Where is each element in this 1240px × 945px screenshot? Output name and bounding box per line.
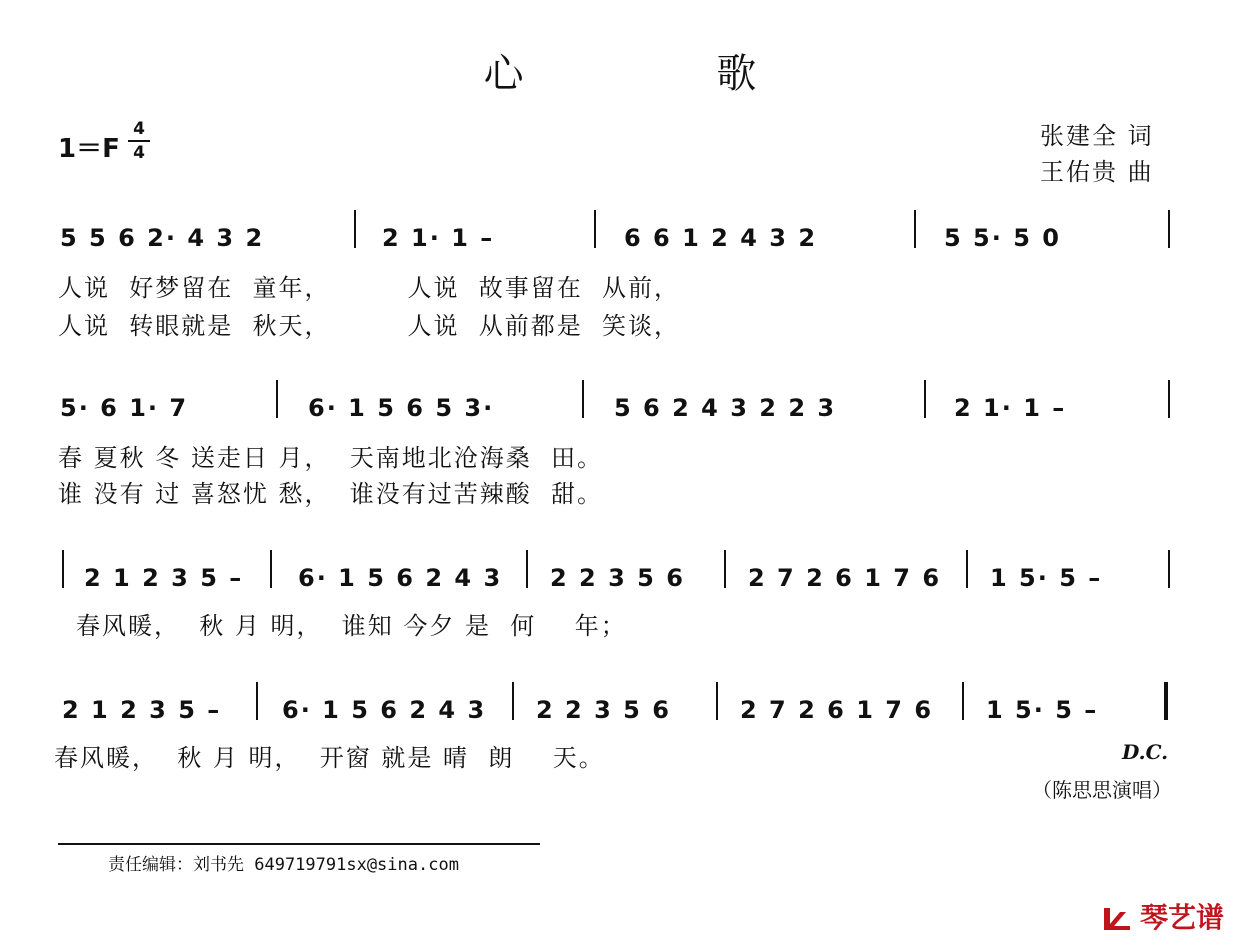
measure-4-3: 2 2 3 5 6 — [536, 696, 671, 724]
measure-3-1: 2 1 2 3 5 – — [84, 564, 244, 592]
logo-icon — [1100, 904, 1136, 934]
lyricist-credit: 张建全 词 — [1040, 122, 1154, 150]
bar-line — [354, 210, 356, 248]
bar-line — [716, 682, 718, 720]
editor-credit: 责任编辑：刘书先 649719791sx@sina.com — [108, 855, 459, 875]
measure-2-2: 6· 1 5 6 5 3· — [308, 394, 495, 422]
time-signature — [128, 118, 150, 164]
bar-line — [914, 210, 916, 248]
bar-line — [276, 380, 278, 418]
measure-1-3: 6 6 1 2 4 3 2 — [624, 224, 818, 252]
bar-line — [1168, 380, 1170, 418]
song-title: 心 歌 — [483, 51, 847, 97]
site-logo — [1100, 896, 1224, 936]
lyrics-chorus-2: 春风暖， 秋 月 明， 开窗 就是 晴 朗 天。 — [54, 744, 605, 772]
bar-line — [526, 550, 528, 588]
singer-credit: （陈思思演唱） — [1032, 778, 1172, 802]
measure-3-2: 6· 1 5 6 2 4 3 — [298, 564, 503, 592]
measure-4-2: 6· 1 5 6 2 4 3 — [282, 696, 487, 724]
lyrics-verse-1: 人说 好梦留在 童年， 人说 故事留在 从前， — [58, 274, 681, 302]
bar-line — [582, 380, 584, 418]
measure-1-1: 5 5 6 2· 4 3 2 — [60, 224, 265, 252]
composer-credit: 王佑贵 曲 — [1040, 158, 1154, 186]
measure-1-4: 5 5· 5 0 — [944, 224, 1061, 252]
measure-3-3: 2 2 3 5 6 — [550, 564, 685, 592]
footer-rule — [58, 843, 540, 845]
measure-4-5: 1 5· 5 – — [986, 696, 1099, 724]
measure-4-1: 2 1 2 3 5 – — [62, 696, 222, 724]
bar-line — [256, 682, 258, 720]
measure-2-4: 2 1· 1 – — [954, 394, 1067, 422]
bar-line — [1168, 210, 1170, 248]
logo-text: 琴艺谱 — [1140, 901, 1225, 934]
lyrics-chorus-1: 春风暖， 秋 月 明， 谁知 今夕 是 何 年； — [76, 612, 627, 640]
measure-1-2: 2 1· 1 – — [382, 224, 495, 252]
key-signature: 1＝F — [58, 134, 120, 164]
bar-line — [512, 682, 514, 720]
repeat-end-thick — [1164, 682, 1168, 720]
meter-top: 4 — [133, 119, 145, 139]
bar-line — [966, 550, 968, 588]
bar-line — [270, 550, 272, 588]
da-capo-mark: D.C. — [1122, 740, 1169, 764]
bar-line — [1168, 550, 1170, 588]
bar-line — [962, 682, 964, 720]
bar-line — [924, 380, 926, 418]
lyrics-verse-1: 春 夏秋 冬 送走日 月， 天南地北沧海桑 田。 — [58, 444, 604, 472]
measure-2-1: 5· 6 1· 7 — [60, 394, 189, 422]
measure-2-3: 5 6 2 4 3 2 2 3 — [614, 394, 837, 422]
meter-bottom: 4 — [128, 140, 150, 164]
measure-3-4: 2 7 2 6 1 7 6 — [748, 564, 942, 592]
measure-3-5: 1 5· 5 – — [990, 564, 1103, 592]
measure-4-4: 2 7 2 6 1 7 6 — [740, 696, 934, 724]
bar-line — [594, 210, 596, 248]
repeat-start-thick — [62, 550, 64, 588]
lyrics-verse-2: 谁 没有 过 喜怒忧 愁， 谁没有过苦辣酸 甜。 — [58, 480, 604, 508]
lyrics-verse-2: 人说 转眼就是 秋天， 人说 从前都是 笑谈， — [58, 312, 681, 340]
bar-line — [724, 550, 726, 588]
